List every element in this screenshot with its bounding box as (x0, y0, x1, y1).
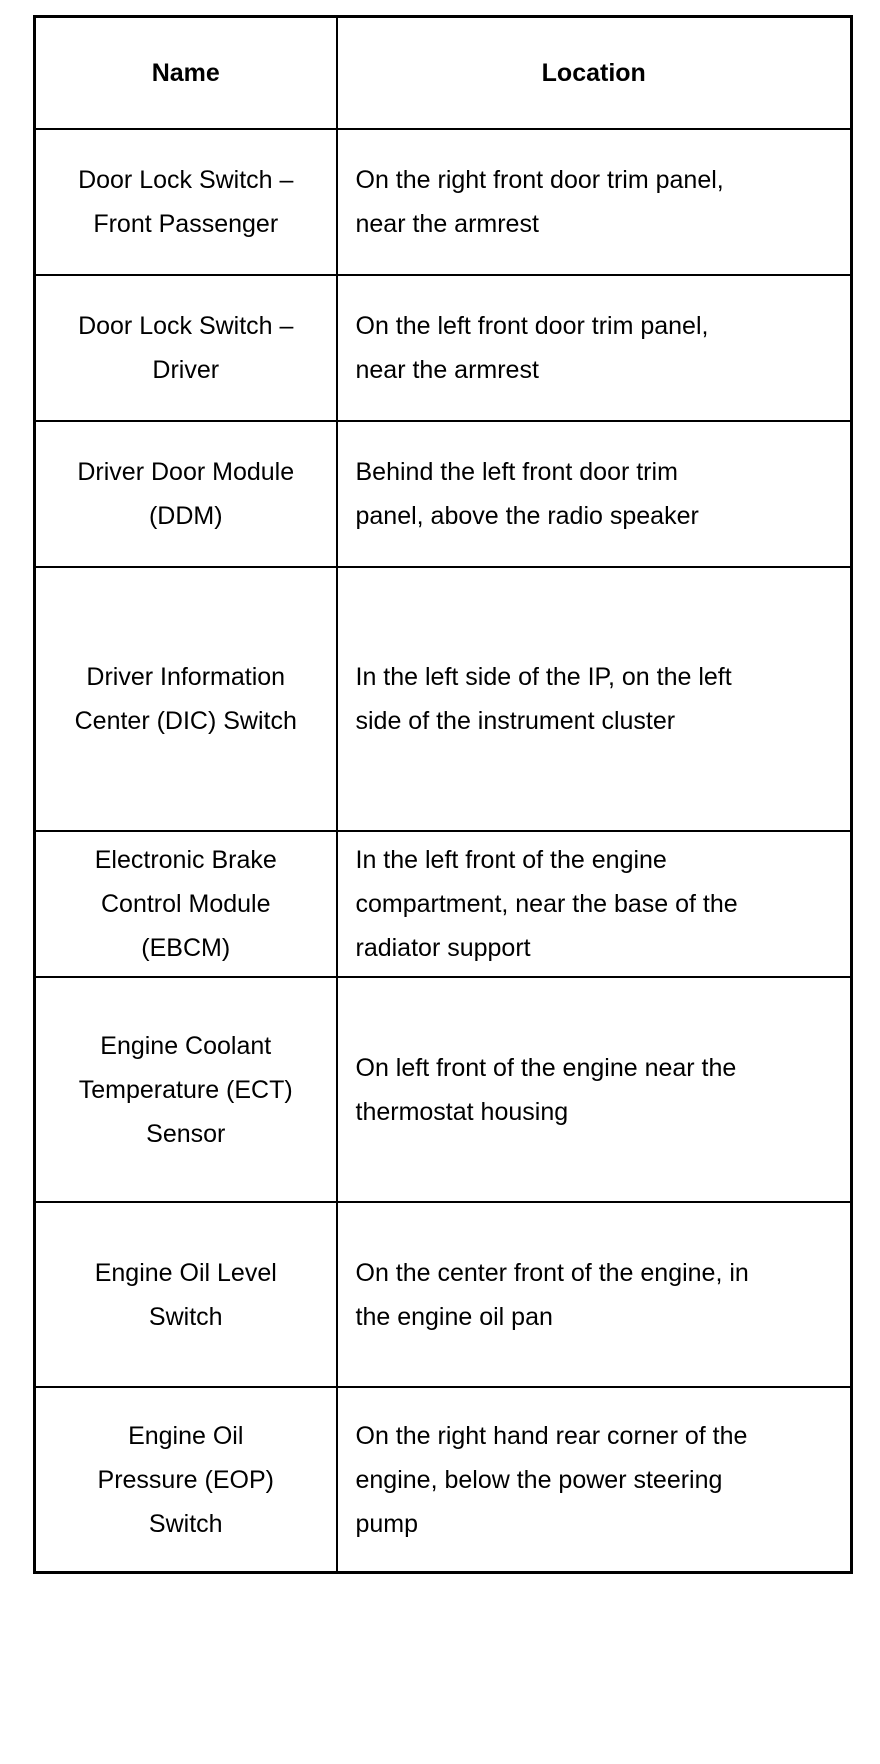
component-name-cell (35, 275, 337, 421)
component-location-line: On the right hand rear corner of the (355, 1421, 748, 1450)
component-name-cell (35, 129, 337, 275)
table-row (35, 1202, 852, 1387)
component-location-line: On the right front door trim panel, (355, 166, 724, 194)
component-name-line: Switch (148, 1509, 223, 1538)
component-location-cell (337, 129, 852, 275)
component-location-line: side of the instrument cluster (355, 707, 676, 735)
table-row (35, 129, 852, 275)
table-row (35, 567, 852, 831)
component-name-line: Switch (148, 1302, 223, 1331)
component-name-cell (35, 421, 337, 567)
component-location-cell (337, 1202, 852, 1387)
component-name-cell (35, 831, 337, 977)
component-name-line: Driver (152, 356, 220, 384)
component-location-cell (337, 831, 852, 977)
component-name-line: Engine Oil (128, 1421, 244, 1450)
component-location-cell (337, 1387, 852, 1573)
component-name-line: Sensor (146, 1119, 226, 1148)
component-location-line: the engine oil pan (355, 1302, 553, 1331)
component-location-cell (337, 567, 852, 831)
component-name-cell (35, 567, 337, 831)
component-location-cell (337, 977, 852, 1202)
component-name-line: Front Passenger (93, 210, 279, 238)
component-location-line: On the left front door trim panel, (355, 312, 709, 340)
component-name-line: Electronic Brake (94, 846, 277, 874)
component-location-line: compartment, near the base of the (355, 890, 738, 918)
component-location-line: Behind the left front door trim (355, 458, 678, 486)
component-location-line: pump (355, 1509, 419, 1538)
component-name-cell (35, 1387, 337, 1573)
component-name-line: Engine Coolant (100, 1031, 272, 1060)
component-name-line: (EBCM) (141, 934, 231, 962)
component-name-cell (35, 1202, 337, 1387)
component-location-line: On the center front of the engine, in (355, 1258, 749, 1287)
table-row (35, 977, 852, 1202)
component-location-line: panel, above the radio speaker (355, 502, 699, 530)
component-name-line: Center (DIC) Switch (74, 707, 297, 735)
component-name-line: Temperature (ECT) (78, 1075, 293, 1104)
component-name-line: Door Lock Switch – (78, 166, 294, 194)
component-location-line: engine, below the power steering (355, 1465, 723, 1494)
table-row (35, 275, 852, 421)
name-column-header: Name (35, 17, 337, 130)
table-row (35, 1387, 852, 1573)
location-column-header: Location (337, 17, 852, 130)
component-location-line: near the armrest (355, 356, 539, 384)
component-name-cell (35, 977, 337, 1202)
table-row (35, 831, 852, 977)
component-location-line: In the left front of the engine (355, 846, 667, 874)
table-row (35, 421, 852, 567)
component-name-line: (DDM) (148, 502, 223, 530)
component-location-line: near the armrest (355, 210, 539, 238)
component-location-line: In the left side of the IP, on the left (355, 663, 732, 691)
component-location-cell (337, 275, 852, 421)
component-name-line: Pressure (EOP) (97, 1465, 274, 1494)
component-name-line: Driver Information (86, 663, 286, 691)
component-name-line: Door Lock Switch – (78, 312, 294, 340)
component-location-table (33, 15, 853, 1574)
component-location-line: thermostat housing (355, 1097, 569, 1126)
component-name-line: Control Module (100, 890, 271, 918)
header-row (35, 17, 852, 130)
component-name-line: Driver Door Module (77, 458, 295, 486)
component-location-cell (337, 421, 852, 567)
component-name-line: Engine Oil Level (94, 1258, 277, 1287)
component-location-line: radiator support (355, 934, 531, 962)
component-location-line: On left front of the engine near the (355, 1053, 737, 1082)
